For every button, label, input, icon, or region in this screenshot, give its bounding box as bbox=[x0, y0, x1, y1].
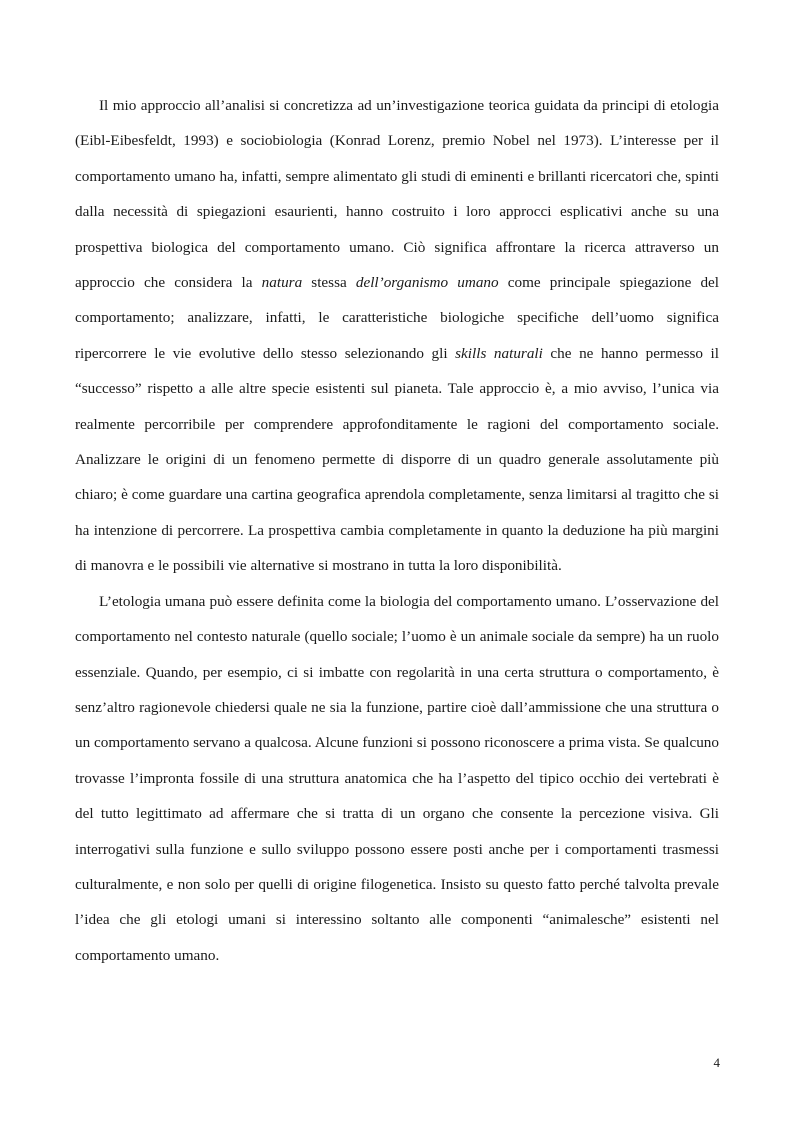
emphasis-natura: natura bbox=[261, 274, 303, 292]
paragraph-text: come principale spiegazione del comportamento; analizzare, infatti, le caratteristiche biologiche specifiche dell’uomo significa ripercorrere le vie evolutive dello stesso selezionando gli bbox=[75, 274, 720, 362]
emphasis-organismo-umano: dell’organismo umano bbox=[355, 274, 499, 292]
body-text bbox=[75, 88, 719, 973]
paragraph-text: stessa bbox=[302, 274, 356, 292]
paragraph: L’etologia umana può essere definita come la biologia del comportamento umano. L’osservazione del comportamento nel contesto naturale (quello sociale; l’uomo è un animale sociale da sempre) ha un ruolo essenziale. Quando, per esempio, ci si imbatte con regolarità in una certa struttura o comportamento, è senz’altro ragionevole chiedersi quale ne sia la funzione, partire cioè dall’ammissione che una struttura o un comportamento servano a qualcosa. Alcune funzioni si possono riconoscere a prima vista. Se qualcuno trovasse l’impronta fossile di una struttura anatomica che ha l’aspetto del tipico occhio dei vertebrati è del tutto legittimato ad affermare che si tratta di un organo che consente la percezione visiva. Gli interrogativi sulla funzione e sullo sviluppo possono essere posti anche per i comportamenti trasmessi culturalmente, e non solo per quelli di origine filogenetica. Insisto su questo fatto perché talvolta prevale l’idea che gli etologi umani si interessino soltanto alle componenti “animalesche” esistenti nel comportamento umano. bbox=[75, 592, 719, 964]
emphasis-skills-naturali: skills naturali bbox=[455, 344, 543, 362]
paragraph bbox=[75, 88, 719, 584]
page-number: 4 bbox=[713, 1055, 720, 1070]
paragraph-text: Il mio approccio all’analisi si concretizza ad un’investigazione teorica guidata da principi di etologia (Eibl-Eibesfeldt, 1993) e sociobiologia (Konrad Lorenz, premio Nobel nel 1973). L’interesse per il comportamento umano ha, infatti, sempre alimentato gli studi di eminenti e brillanti ricercatori che, spinti dalla necessità di spiegazioni esaurienti, hanno costruito i loro approcci esplicativi anche su una prospettiva biologica del comportamento umano. Ciò significa affrontare la ricerca attraverso un approccio che considera la bbox=[75, 97, 719, 292]
paragraph-text: che ne hanno permesso il “successo” rispetto a alle altre specie esistenti sul pianeta. Tale approccio è, a mio avviso, l’unica via realmente percorribile per comprendere approfonditamente le ragioni del comportamento sociale. Analizzare le origini di un fenomeno permette di disporre di un quadro generale assolutamente più chiaro; è come guardare una cartina geografica aprendola completamente, senza limitarsi al tragitto che si ha intenzione di percorrere. La prospettiva cambia completamente in quanto la deduzione ha più margini di manovra e le possibili vie alternative si mostrano in tutta la loro disponibilità. bbox=[75, 344, 719, 575]
